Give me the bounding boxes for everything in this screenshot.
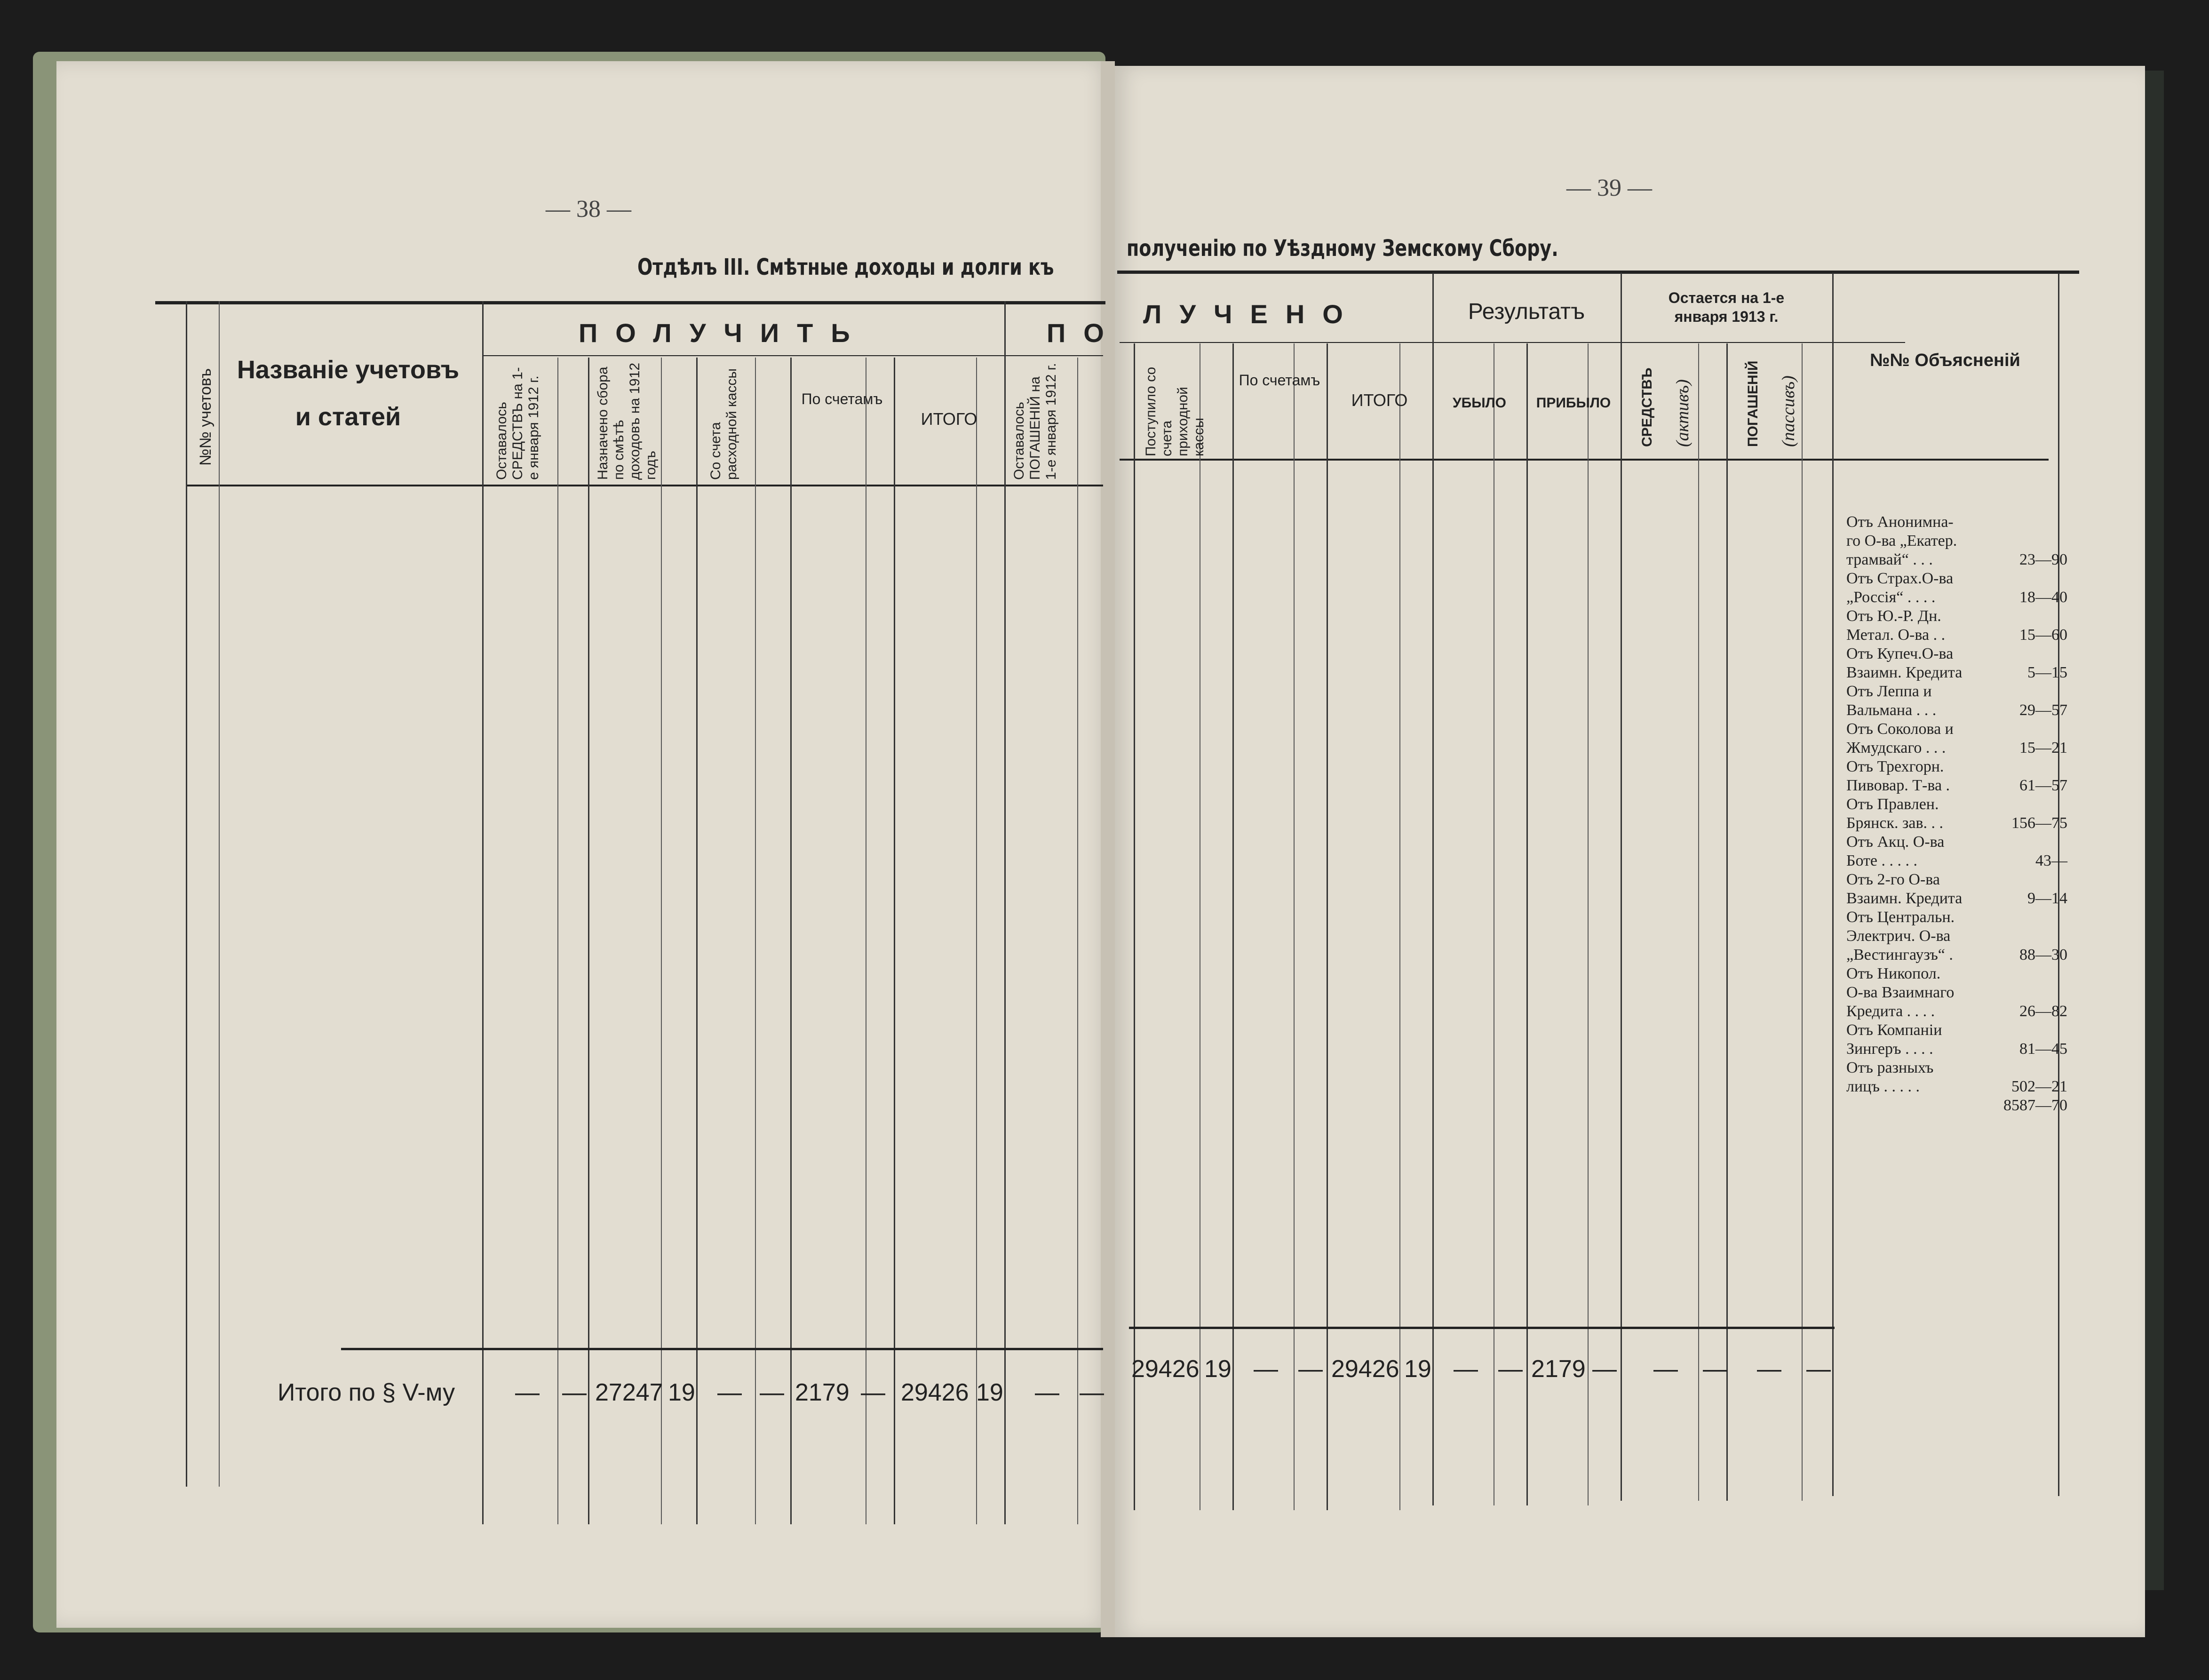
explanation-row <box>1846 1059 2067 1077</box>
explanation-row <box>1846 1002 2067 1021</box>
col-line <box>1432 273 1434 1505</box>
total-assigned-rub: 27247 <box>595 1379 663 1406</box>
table-top-rule-right <box>1117 271 2079 274</box>
explanation-text: „Вестингаузъ“ . <box>1846 946 1953 963</box>
total-by-accounts-kop: — <box>861 1379 885 1406</box>
total-by-accounts-rub: 2179 <box>795 1379 850 1406</box>
explanation-row <box>1846 1040 2067 1059</box>
total-total-kop: 19 <box>976 1379 1003 1406</box>
explanation-text: Боте . . . . . <box>1846 852 1918 869</box>
header-explanations: №№ Объясненій <box>1870 350 2020 370</box>
explanation-text: Метал. О-ва . . <box>1846 626 1946 644</box>
total-dash: — <box>515 1379 540 1406</box>
header-total-right: ИТОГО <box>1351 390 1408 410</box>
total-dash: — <box>1254 1355 1278 1383</box>
header-assets-sub: (активъ) <box>1673 379 1693 447</box>
explanation-amount: 15—21 <box>2019 739 2067 756</box>
explanation-row <box>1846 626 2067 645</box>
total-dash: — <box>1498 1355 1523 1383</box>
col-line <box>1004 301 1006 1524</box>
total-received-rub: 29426 <box>1131 1355 1200 1383</box>
col-line <box>1621 273 1622 1501</box>
page-number-right: — 39 — <box>1566 175 1652 201</box>
explanation-text: Отъ Соколова и <box>1846 720 1954 738</box>
total-dash: — <box>717 1379 742 1406</box>
explanation-row <box>1846 795 2067 814</box>
explanation-text: Вальмана . . . <box>1846 701 1937 719</box>
explanation-text: Отъ Леппа и <box>1846 683 1932 700</box>
explanation-amount: 26—82 <box>2019 1003 2067 1020</box>
total-rule-right <box>1129 1327 1835 1329</box>
explanation-amount <box>1997 607 2067 626</box>
total-dash: — <box>1703 1355 1727 1383</box>
explanation-row <box>1846 870 2067 889</box>
total-dash: — <box>1653 1355 1678 1383</box>
total-total-kop-right: 19 <box>1404 1355 1431 1383</box>
explanation-text: Отъ Центральн. <box>1846 908 1955 926</box>
total-total-rub: 29426 <box>901 1379 969 1406</box>
explanation-amount <box>1997 757 2067 776</box>
explanation-text: Отъ Акц. О-ва <box>1846 833 1945 851</box>
explanation-text: Пивовар. Т-ва . <box>1846 777 1950 794</box>
explanation-text: Отъ Трехгорн. <box>1846 758 1944 775</box>
explanation-row <box>1846 532 2067 550</box>
explanation-amount <box>1997 908 2067 927</box>
explanation-row <box>1846 908 2067 927</box>
col-line <box>1832 273 1834 1496</box>
total-dash: — <box>562 1379 587 1406</box>
explanation-text: „Россія“ . . . . <box>1846 589 1936 606</box>
header-assets: СРЕДСТВЪ <box>1639 367 1655 447</box>
explanation-row <box>1846 1077 2067 1096</box>
explanation-amount <box>1997 927 2067 946</box>
explanation-text: Брянск. зав. . . <box>1846 814 1944 832</box>
explanation-amount: 61—57 <box>2019 777 2067 794</box>
explanation-amount <box>1997 964 2067 983</box>
col-line <box>1588 343 1589 1505</box>
explanation-amount: 502—21 <box>2011 1078 2067 1095</box>
explanation-amount: 8587—70 <box>2003 1097 2067 1114</box>
explanation-amount: 156—75 <box>2011 814 2067 832</box>
header-remains-line2: января 1913 г. <box>1674 308 1779 325</box>
explanation-amount: 9—14 <box>2027 890 2067 907</box>
explanation-amount <box>1997 682 2067 701</box>
explanation-row <box>1846 720 2067 739</box>
header-assigned-collection: Назначено сбора по смѣтѣ доходовъ на 1912 годъ <box>595 362 659 480</box>
explanation-amount <box>1997 833 2067 852</box>
header-result: Результатъ <box>1468 299 1585 324</box>
explanation-row <box>1846 1096 2067 1115</box>
explanation-text: Взаимн. Кредита <box>1846 664 1963 681</box>
explanation-row <box>1846 946 2067 964</box>
explanation-row <box>1846 645 2067 663</box>
explanation-amount: 81—45 <box>2019 1040 2067 1058</box>
total-total-rub-right: 29426 <box>1331 1355 1399 1383</box>
header-increased: ПРИБЫЛО <box>1536 395 1611 411</box>
explanation-amount <box>1997 513 2067 532</box>
explanation-text: лицъ . . . . . <box>1846 1078 1920 1095</box>
explanation-text: Отъ Страх.О-ва <box>1846 570 1954 587</box>
section-title-right: полученію по Уѣздному Земскому Сбору. <box>1127 235 1558 262</box>
header-repayments: ПОГАШЕНІЙ <box>1745 360 1761 447</box>
total-rule-left <box>341 1348 1103 1350</box>
explanation-text: Отъ 2-го О-ва <box>1846 871 1940 888</box>
explanation-row <box>1846 776 2067 795</box>
total-dash: — <box>760 1379 784 1406</box>
explanation-row <box>1846 852 2067 870</box>
explanation-row <box>1846 983 2067 1002</box>
explanation-row <box>1846 814 2067 833</box>
total-increased-rub: 2179 <box>1531 1355 1586 1383</box>
section-title-left: Отдѣлъ III. Смѣтные доходы и долги къ <box>637 254 1054 280</box>
explanation-amount <box>1997 569 2067 588</box>
group-header-rule-right <box>1120 342 1905 343</box>
explanation-amount <box>1997 532 2067 550</box>
header-name-line2: и статей <box>295 403 401 431</box>
header-account-no: №№ учетовъ <box>197 368 215 466</box>
header-decreased: УБЫЛО <box>1453 395 1506 411</box>
explanation-amount: 15—60 <box>2019 626 2067 644</box>
explanation-row <box>1846 927 2067 946</box>
header-received-group-part2: ЛУЧЕНО <box>1143 299 1361 329</box>
explanation-text: Отъ Никопол. <box>1846 965 1941 982</box>
total-dash: — <box>1298 1355 1323 1383</box>
explanation-row <box>1846 588 2067 607</box>
col-line <box>1134 343 1135 1510</box>
total-dash: — <box>1035 1379 1059 1406</box>
explanation-text: трамвай“ . . . <box>1846 551 1933 568</box>
header-received-from-income: Поступило со счета приходной кассы <box>1143 366 1207 456</box>
explanation-row <box>1846 569 2067 588</box>
explanation-amount <box>1997 645 2067 663</box>
header-from-expense-account: Со счета расходной кассы <box>708 368 739 480</box>
explanation-amount: 18—40 <box>2019 589 2067 606</box>
total-increased-kop: — <box>1592 1355 1617 1383</box>
explanation-text: го О-ва „Екатер. <box>1846 532 1957 549</box>
header-name-line1: Названіе учетовъ <box>237 356 460 384</box>
explanation-text: Зингеръ . . . . <box>1846 1040 1933 1058</box>
header-remains-line1: Остается на 1-е <box>1668 289 1785 306</box>
explanation-text: Отъ Ю.-Р. Дн. <box>1846 607 1941 625</box>
explanation-row <box>1846 964 2067 983</box>
explanation-text: Отъ Купеч.О-ва <box>1846 645 1954 662</box>
explanation-text: Кредита . . . . <box>1846 1003 1935 1020</box>
explanation-row <box>1846 550 2067 569</box>
col-line <box>1294 343 1295 1510</box>
explanation-text: Отъ Правлен. <box>1846 796 1939 813</box>
group-header-rule-left <box>482 355 1103 356</box>
explanation-amount <box>1997 1021 2067 1040</box>
explanation-amount <box>1997 1059 2067 1077</box>
col-line <box>1399 343 1400 1510</box>
header-bottom-rule-left <box>186 485 1103 486</box>
header-repayments-sub: (пассивъ) <box>1779 375 1798 447</box>
explanation-row <box>1846 513 2067 532</box>
total-dash: — <box>1454 1355 1478 1383</box>
explanation-amount: 29—57 <box>2019 701 2067 719</box>
explanation-text: Электрич. О-ва <box>1846 927 1951 945</box>
explanation-text: Отъ Анонимна- <box>1846 513 1954 531</box>
explanation-row <box>1846 663 2067 682</box>
total-dash: — <box>1080 1379 1104 1406</box>
explanation-row <box>1846 739 2067 757</box>
explanation-row <box>1846 1021 2067 1040</box>
col-line <box>482 301 484 1524</box>
total-label: Итого по § V-му <box>278 1379 455 1406</box>
header-remaining-assets: Оставалось СРЕДСТВЪ на 1-е января 1912 г. <box>494 367 541 480</box>
header-by-accounts-left: По счетамъ <box>801 390 883 407</box>
col-line <box>1526 343 1528 1505</box>
total-assigned-kop: 19 <box>668 1379 695 1406</box>
explanation-amount: 23—90 <box>2019 551 2067 568</box>
explanation-amount: 43— <box>2035 852 2067 869</box>
explanation-row <box>1846 757 2067 776</box>
explanation-text: Взаимн. Кредита <box>1846 890 1963 907</box>
explanation-amount: 88—30 <box>2019 946 2067 963</box>
explanation-amount: 5—15 <box>2027 664 2067 681</box>
explanation-text: Отъ разныхъ <box>1846 1059 1934 1076</box>
explanation-amount <box>1997 983 2067 1002</box>
header-receive-group: ПОЛУЧИТЬ <box>579 318 868 348</box>
col-line <box>1327 343 1328 1510</box>
explanation-amount <box>1997 720 2067 739</box>
header-bottom-rule-right <box>1120 459 2049 461</box>
explanation-text: О-ва Взаимнаго <box>1846 984 1955 1001</box>
explanation-row <box>1846 889 2067 908</box>
header-by-accounts-right: По счетамъ <box>1239 372 1320 389</box>
explanations-list <box>1846 513 2067 1115</box>
col-line <box>219 301 220 1487</box>
explanation-row <box>1846 607 2067 626</box>
table-top-rule-left <box>155 301 1105 304</box>
header-total-left: ИТОГО <box>921 409 977 429</box>
header-received-group-part1: ПО <box>1047 318 1122 348</box>
explanation-row <box>1846 701 2067 720</box>
header-remaining-repayments: Оставалось ПОГАШЕНІЙ на 1-е января 1912 г. <box>1011 363 1059 480</box>
explanation-row <box>1846 833 2067 852</box>
col-line <box>186 301 187 1487</box>
col-line <box>1232 343 1234 1510</box>
total-received-kop: 19 <box>1204 1355 1232 1383</box>
explanation-text: Отъ Компаніи <box>1846 1021 1942 1039</box>
page-number-left: — 38 — <box>546 196 631 223</box>
explanation-text: Жмудскаго . . . <box>1846 739 1946 756</box>
explanation-amount <box>1997 870 2067 889</box>
total-dash: — <box>1806 1355 1831 1383</box>
explanation-amount <box>1997 795 2067 814</box>
total-dash: — <box>1757 1355 1781 1383</box>
explanation-row <box>1846 682 2067 701</box>
